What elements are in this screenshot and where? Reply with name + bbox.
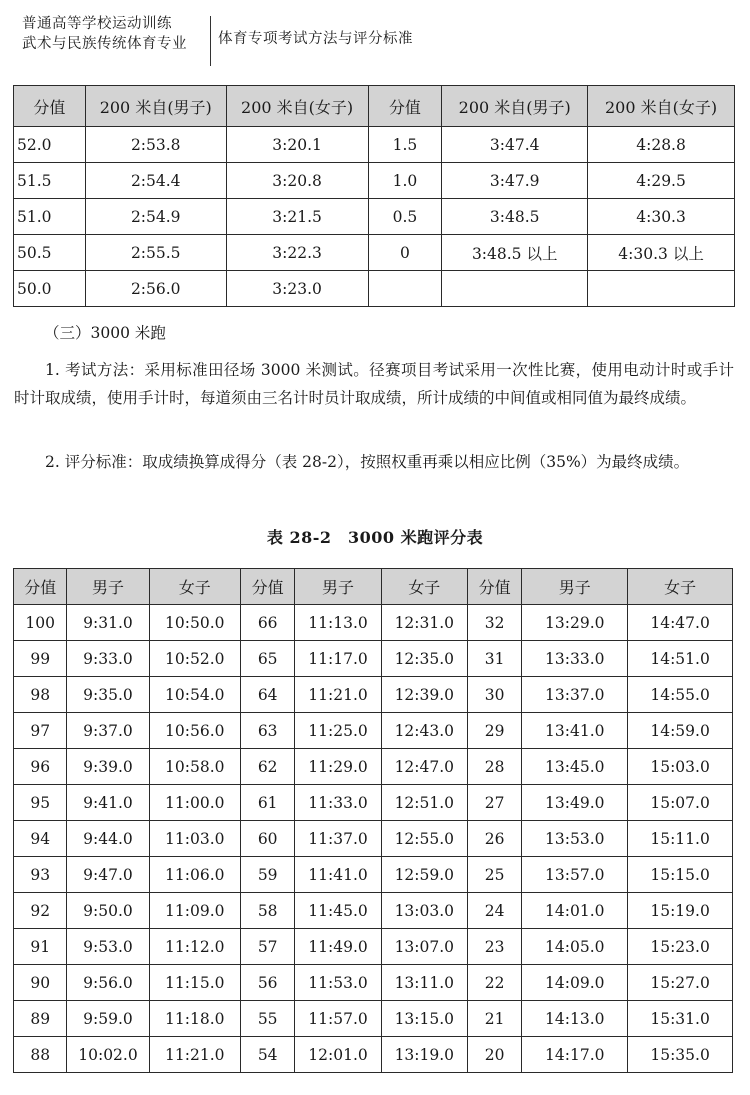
table-cell: 3:48.5 以上	[442, 235, 588, 271]
header-cell: 200 米自(男子)	[442, 86, 588, 127]
table-cell: 11:33.0	[295, 785, 381, 821]
table-cell: 88	[14, 1037, 67, 1073]
table-cell: 12:43.0	[381, 713, 467, 749]
table-cell: 92	[14, 893, 67, 929]
table-cell: 66	[240, 605, 294, 641]
table-cell: 2:54.9	[85, 199, 226, 235]
table-cell: 9:44.0	[67, 821, 149, 857]
header-cell: 200 米自(女子)	[588, 86, 735, 127]
table-cell: 13:37.0	[522, 677, 628, 713]
table-row	[14, 199, 735, 235]
table-cell: 98	[14, 677, 67, 713]
table-cell: 14:01.0	[522, 893, 628, 929]
table-cell: 3:21.5	[226, 199, 368, 235]
table-cell: 64	[240, 677, 294, 713]
table-cell: 52.0	[14, 127, 86, 163]
table-cell: 9:31.0	[67, 605, 149, 641]
table-cell: 13:41.0	[522, 713, 628, 749]
table-cell: 13:33.0	[522, 641, 628, 677]
table-cell: 9:50.0	[67, 893, 149, 929]
table-cell: 2:53.8	[85, 127, 226, 163]
table-cell: 11:00.0	[149, 785, 240, 821]
table-cell: 9:39.0	[67, 749, 149, 785]
table-cell: 60	[240, 821, 294, 857]
table-cell: 13:49.0	[522, 785, 628, 821]
table-cell: 12:39.0	[381, 677, 467, 713]
table-cell: 13:57.0	[522, 857, 628, 893]
table-cell: 9:53.0	[67, 929, 149, 965]
table-cell: 9:41.0	[67, 785, 149, 821]
table-cell: 14:17.0	[522, 1037, 628, 1073]
table-cell: 31	[467, 641, 521, 677]
table-cell: 15:27.0	[628, 965, 733, 1001]
table-cell: 50.5	[14, 235, 86, 271]
table-row	[14, 1001, 733, 1037]
table-cell: 11:57.0	[295, 1001, 381, 1037]
table-cell: 28	[467, 749, 521, 785]
section-heading: （三）3000 米跑	[44, 324, 166, 342]
table-cell: 11:18.0	[149, 1001, 240, 1037]
table-row	[14, 893, 733, 929]
table-cell: 15:03.0	[628, 749, 733, 785]
table-cell: 23	[467, 929, 521, 965]
table-cell: 51.0	[14, 199, 86, 235]
method-paragraph: 1. 考试方法：采用标准田径场 3000 米测试。径赛项目考试采用一次性比赛，使用电动计时或手计时计取成绩，使用手计时，每道须由三名计时员计取成绩，所计成绩的中间值或相同值为最终成绩。	[14, 361, 734, 407]
table-cell: 11:41.0	[295, 857, 381, 893]
table-cell: 58	[240, 893, 294, 929]
table-cell: 0.5	[368, 199, 442, 235]
table-header-row	[14, 569, 733, 605]
table-cell: 15:15.0	[628, 857, 733, 893]
table-cell: 14:55.0	[628, 677, 733, 713]
table-cell: 10:50.0	[149, 605, 240, 641]
table-cell: 11:09.0	[149, 893, 240, 929]
table-cell: 63	[240, 713, 294, 749]
table-row	[14, 163, 735, 199]
table-cell	[368, 271, 442, 307]
header-cell: 男子	[67, 569, 149, 605]
table-cell: 15:19.0	[628, 893, 733, 929]
table-cell: 94	[14, 821, 67, 857]
table-cell: 3:47.4	[442, 127, 588, 163]
table-cell: 100	[14, 605, 67, 641]
header-divider	[210, 16, 211, 66]
table-cell: 11:21.0	[149, 1037, 240, 1073]
table-cell: 51.5	[14, 163, 86, 199]
table-cell: 24	[467, 893, 521, 929]
table-cell: 11:45.0	[295, 893, 381, 929]
table-row	[14, 749, 733, 785]
table-cell: 14:51.0	[628, 641, 733, 677]
header-title-line2: 武术与民族传统体育专业	[22, 36, 187, 52]
table-row	[14, 1037, 733, 1073]
header-cell: 男子	[295, 569, 381, 605]
table-row	[14, 965, 733, 1001]
table-cell: 13:15.0	[381, 1001, 467, 1037]
table-cell: 11:49.0	[295, 929, 381, 965]
table-row	[14, 929, 733, 965]
table-cell	[442, 271, 588, 307]
table-cell: 11:17.0	[295, 641, 381, 677]
header-cell: 分值	[368, 86, 442, 127]
table-cell: 3:23.0	[226, 271, 368, 307]
table-cell: 11:06.0	[149, 857, 240, 893]
table-cell: 14:13.0	[522, 1001, 628, 1037]
table-cell: 12:51.0	[381, 785, 467, 821]
table-cell: 59	[240, 857, 294, 893]
table-cell: 15:31.0	[628, 1001, 733, 1037]
table-cell: 89	[14, 1001, 67, 1037]
table-cell: 11:25.0	[295, 713, 381, 749]
table-cell: 9:47.0	[67, 857, 149, 893]
table-cell: 4:28.8	[588, 127, 735, 163]
table-cell: 91	[14, 929, 67, 965]
table-header-row	[14, 86, 735, 127]
table-cell: 11:03.0	[149, 821, 240, 857]
table-cell: 3:20.8	[226, 163, 368, 199]
header-cell: 分值	[467, 569, 521, 605]
table-cell: 10:56.0	[149, 713, 240, 749]
table-row	[14, 235, 735, 271]
table-cell: 3:20.1	[226, 127, 368, 163]
table-cell: 2:56.0	[85, 271, 226, 307]
header-title-line1: 普通高等学校运动训练	[22, 16, 172, 32]
table-cell: 90	[14, 965, 67, 1001]
header-cell: 200 米自(女子)	[226, 86, 368, 127]
table-cell: 4:29.5	[588, 163, 735, 199]
header-cell: 女子	[149, 569, 240, 605]
header-cell: 女子	[381, 569, 467, 605]
table-cell: 30	[467, 677, 521, 713]
table-cell: 2:55.5	[85, 235, 226, 271]
table-cell: 14:09.0	[522, 965, 628, 1001]
table-cell: 9:33.0	[67, 641, 149, 677]
table-cell: 32	[467, 605, 521, 641]
header-cell: 女子	[628, 569, 733, 605]
table-cell: 11:13.0	[295, 605, 381, 641]
header-right-title: 体育专项考试方法与评分标准	[218, 31, 413, 47]
table-cell: 14:47.0	[628, 605, 733, 641]
table-cell: 62	[240, 749, 294, 785]
table-row	[14, 127, 735, 163]
table-cell: 20	[467, 1037, 521, 1073]
table-cell: 56	[240, 965, 294, 1001]
table-cell: 11:15.0	[149, 965, 240, 1001]
table-cell: 15:23.0	[628, 929, 733, 965]
table-cell: 12:47.0	[381, 749, 467, 785]
table-cell: 0	[368, 235, 442, 271]
swim-score-table	[13, 85, 735, 307]
table-cell: 13:53.0	[522, 821, 628, 857]
table-cell: 65	[240, 641, 294, 677]
table-cell: 11:12.0	[149, 929, 240, 965]
table-cell: 13:45.0	[522, 749, 628, 785]
table-cell: 15:07.0	[628, 785, 733, 821]
table-cell: 4:30.3 以上	[588, 235, 735, 271]
scoring-paragraph: 2. 评分标准：取成绩换算成得分（表 28-2），按照权重再乘以相应比例（35%）为最终成绩。	[45, 453, 690, 471]
table-cell	[588, 271, 735, 307]
table-cell: 12:55.0	[381, 821, 467, 857]
table-cell: 50.0	[14, 271, 86, 307]
table-cell: 10:58.0	[149, 749, 240, 785]
table-cell: 55	[240, 1001, 294, 1037]
header-left	[22, 14, 204, 54]
table-cell: 9:59.0	[67, 1001, 149, 1037]
header-cell: 分值	[14, 86, 86, 127]
table-cell: 97	[14, 713, 67, 749]
table-cell: 14:05.0	[522, 929, 628, 965]
table-cell: 13:19.0	[381, 1037, 467, 1073]
table-cell: 11:21.0	[295, 677, 381, 713]
table-row	[14, 821, 733, 857]
table-cell: 15:35.0	[628, 1037, 733, 1073]
table-cell: 26	[467, 821, 521, 857]
table-cell: 9:35.0	[67, 677, 149, 713]
table-cell: 10:54.0	[149, 677, 240, 713]
table-cell: 99	[14, 641, 67, 677]
table-row	[14, 677, 733, 713]
table-cell: 11:29.0	[295, 749, 381, 785]
table-row	[14, 857, 733, 893]
table-cell: 11:53.0	[295, 965, 381, 1001]
table-cell: 12:31.0	[381, 605, 467, 641]
table-cell: 12:35.0	[381, 641, 467, 677]
table-cell: 57	[240, 929, 294, 965]
table-row	[14, 271, 735, 307]
table-cell: 12:01.0	[295, 1037, 381, 1073]
table-cell: 1.0	[368, 163, 442, 199]
table-cell: 54	[240, 1037, 294, 1073]
table-cell: 25	[467, 857, 521, 893]
table-cell: 95	[14, 785, 67, 821]
table-cell: 13:07.0	[381, 929, 467, 965]
table-row	[14, 713, 733, 749]
table-cell: 11:37.0	[295, 821, 381, 857]
table-cell: 3:22.3	[226, 235, 368, 271]
header-cell: 男子	[522, 569, 628, 605]
table-cell: 15:11.0	[628, 821, 733, 857]
table-row	[14, 785, 733, 821]
table-cell: 9:37.0	[67, 713, 149, 749]
table-cell: 3:47.9	[442, 163, 588, 199]
header-cell: 200 米自(男子)	[85, 86, 226, 127]
table-cell: 21	[467, 1001, 521, 1037]
table-cell: 29	[467, 713, 521, 749]
table-cell: 13:03.0	[381, 893, 467, 929]
table-caption: 表 28-2 3000 米跑评分表	[266, 528, 484, 547]
header-cell: 分值	[240, 569, 294, 605]
table-row	[14, 605, 733, 641]
table-row	[14, 641, 733, 677]
table-cell: 27	[467, 785, 521, 821]
header-cell: 分值	[14, 569, 67, 605]
run-score-table	[13, 568, 733, 1073]
table-cell: 96	[14, 749, 67, 785]
table-cell: 10:52.0	[149, 641, 240, 677]
table-cell: 10:02.0	[67, 1037, 149, 1073]
table-cell: 3:48.5	[442, 199, 588, 235]
table-cell: 61	[240, 785, 294, 821]
table-cell: 9:56.0	[67, 965, 149, 1001]
table-cell: 13:29.0	[522, 605, 628, 641]
table-cell: 2:54.4	[85, 163, 226, 199]
table-cell: 1.5	[368, 127, 442, 163]
table-cell: 13:11.0	[381, 965, 467, 1001]
table-cell: 93	[14, 857, 67, 893]
table-cell: 22	[467, 965, 521, 1001]
table-cell: 12:59.0	[381, 857, 467, 893]
table-cell: 14:59.0	[628, 713, 733, 749]
table-cell: 4:30.3	[588, 199, 735, 235]
